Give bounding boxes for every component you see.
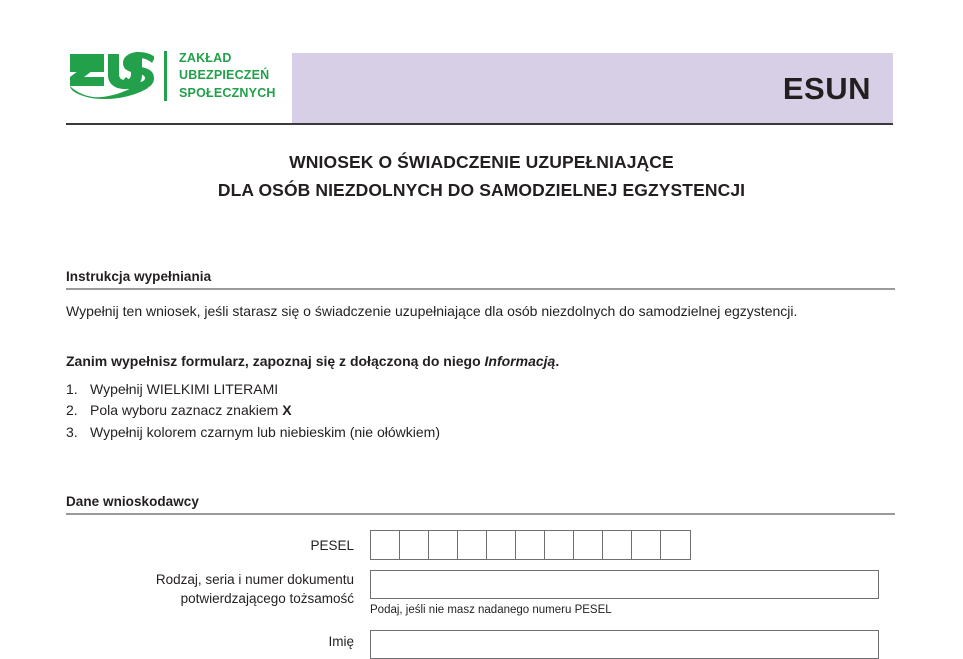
logo-divider (164, 51, 167, 101)
pesel-field (370, 530, 895, 560)
logo-word-line-3: SPOŁECZNYCH (179, 85, 276, 100)
logo-word-line-1: ZAKŁAD (179, 51, 232, 65)
logo-word-line-2: UBEZPIECZEŃ (179, 68, 270, 83)
step-number: 3. (66, 423, 78, 440)
instructions-notice-post: . (555, 353, 560, 369)
pesel-cell[interactable] (574, 531, 603, 559)
step-number: 1. (66, 381, 78, 397)
page-title-line-2: DLA OSÓB NIEZDOLNYCH DO SAMODZIELNEJ EGZYSTENCJI (217, 180, 746, 201)
zus-logo-icon (68, 52, 154, 99)
first-name-row (66, 630, 895, 659)
instructions-steps (66, 379, 666, 443)
header-divider (66, 123, 893, 125)
pesel-cell[interactable] (545, 531, 574, 559)
pesel-cell[interactable] (661, 531, 690, 559)
instructions-heading: Instrukcja wypełniania (66, 269, 212, 284)
instructions-notice (66, 351, 895, 372)
applicant-section-header (66, 494, 895, 515)
identity-document-label-line-1: Rodzaj, seria i numer dokumentu (155, 572, 354, 587)
form-code: ESUN (782, 70, 871, 106)
pesel-input[interactable] (370, 530, 691, 560)
step-number: 2. (66, 402, 78, 419)
zus-logo (68, 50, 276, 102)
first-name-label: Imię (328, 634, 354, 649)
first-name-field (370, 630, 895, 659)
pesel-row (66, 530, 895, 560)
instructions-notice-italic: Informacją (484, 353, 556, 369)
instructions-paragraph: Wypełnij ten wniosek, jeśli starasz się o świadczenie uzupełniające dla osób niezdolnych do samodzielnej egzystencji. (66, 303, 798, 319)
step-text: Wypełnij WIELKIMI LITERAMI (90, 381, 279, 397)
pesel-cell[interactable] (487, 531, 516, 559)
page-title (0, 148, 963, 205)
applicant-heading: Dane wnioskodawcy (66, 494, 199, 509)
list-item (66, 422, 666, 443)
identity-document-input[interactable] (370, 570, 879, 599)
step-text (90, 400, 292, 421)
page-title-line-1: WNIOSEK O ŚWIADCZENIE UZUPEŁNIAJĄCE (289, 152, 674, 172)
instructions-heading-rule (66, 288, 895, 290)
list-item (66, 379, 666, 400)
step-text-mark: X (282, 402, 292, 419)
applicant-heading-rule (66, 513, 895, 515)
instructions-notice-pre: Zanim wypełnisz formularz, zapoznaj się z dołączoną do niego (66, 353, 485, 369)
pesel-cell[interactable] (400, 531, 429, 559)
pesel-cell[interactable] (371, 531, 400, 559)
pesel-cell[interactable] (458, 531, 487, 559)
step-text-pre: Pola wyboru zaznacz znakiem (90, 402, 283, 419)
pesel-cell[interactable] (603, 531, 632, 559)
pesel-cell[interactable] (516, 531, 545, 559)
first-name-input[interactable] (370, 630, 879, 659)
page-header (0, 0, 963, 125)
instructions-section-header (66, 269, 895, 290)
form-code-band (292, 53, 893, 124)
identity-document-label (66, 570, 370, 608)
identity-document-field (370, 570, 895, 617)
pesel-cell[interactable] (632, 531, 661, 559)
list-item (66, 400, 666, 421)
identity-document-row (66, 570, 895, 617)
identity-document-hint: Podaj, jeśli nie masz nadanego numeru PESEL (370, 604, 612, 616)
step-text: Wypełnij kolorem czarnym lub niebieskim (nie ołówkiem) (90, 423, 440, 440)
pesel-cell[interactable] (429, 531, 458, 559)
logo-wordmark (179, 50, 276, 102)
pesel-label: PESEL (310, 538, 354, 553)
identity-document-label-line-2: potwierdzającego tożsamość (180, 590, 354, 606)
